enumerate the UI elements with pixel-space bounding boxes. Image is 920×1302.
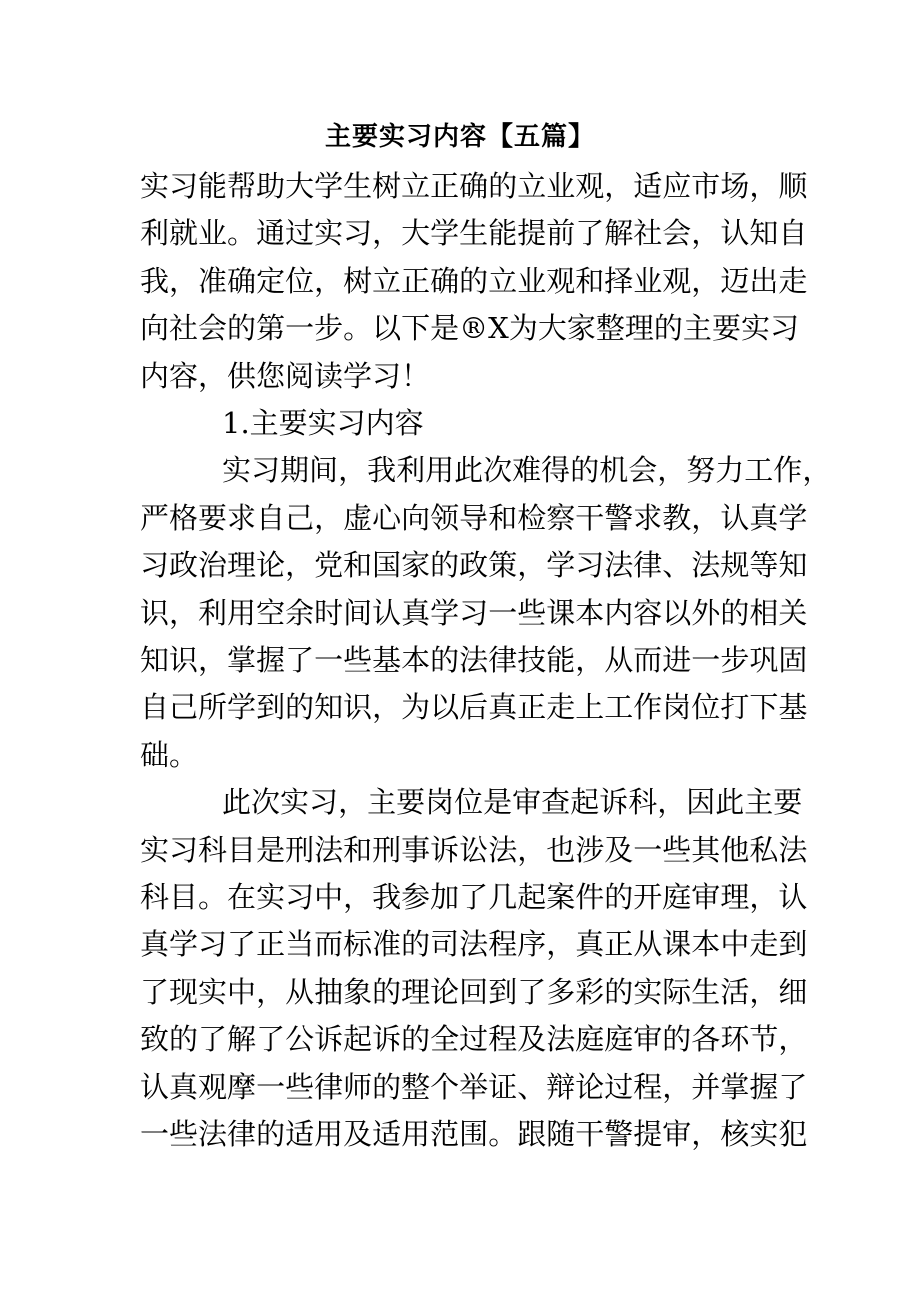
section-heading: 1.主要实习内容 xyxy=(222,406,424,440)
text-line: 础。 xyxy=(140,737,199,772)
text-line: 内容，供您阅读学习！ xyxy=(140,358,431,393)
text-line: 向 社 会 的 第 一 步 。 以 下 是 ® X 为 大 家 整 理 的 主 要 实 习 xyxy=(140,311,799,346)
text-line: 习 政 治 理 论 ， 党 和 国 家 的 政 策 ， 学 习 法 律 、 法 规 等 知 xyxy=(140,548,808,583)
text-line: 真 学 习 了 正 当 而 标 准 的 司 法 程 序 ， 真 正 从 课 本 中 走 到 xyxy=(140,927,808,962)
text-line: 了 现 实 中 ， 从 抽 象 的 理 论 回 到 了 多 彩 的 实 际 生 活 ， 细 xyxy=(140,974,808,1009)
text-line: 自 己 所 学 到 的 知 识 ， 为 以 后 真 正 走 上 工 作 岗 位 打 下 基 xyxy=(140,690,808,725)
text-line: 致 的 了 解 了 公 诉 起 诉 的 全 过 程 及 法 庭 庭 审 的 各 环 节 ， xyxy=(140,1022,808,1057)
text-line: 一 些 法 律 的 适 用 及 适 用 范 围 。 跟 随 干 警 提 审 ， 核 实 犯 xyxy=(140,1117,808,1151)
text-line: 科 目 。 在 实 习 中 ， 我 参 加 了 几 起 案 件 的 开 庭 审 理 ， 认 xyxy=(140,880,808,914)
text-line: 实 习 科 目 是 刑 法 和 刑 事 诉 讼 法 ， 也 涉 及 一 些 其 他 私 法 xyxy=(140,832,808,867)
text-line: 利 就 业 。 通 过 实 习 ， 大 学 生 能 提 前 了 解 社 会 ， 认 知 自 xyxy=(140,216,808,251)
text-line: 此 次 实 习 ， 主 要 岗 位 是 审 查 起 诉 科 ， 因 此 主 要 xyxy=(222,785,803,820)
text-line: 认 真 观 摩 一 些 律 师 的 整 个 举 证 、 辩 论 过 程 ， 并 掌 握 了 xyxy=(140,1069,808,1104)
text-line: 实 习 能 帮 助 大 学 生 树 立 正 确 的 立 业 观 ， 适 应 市 场 ， 顺 xyxy=(140,169,808,203)
text-line: 实 习 期 间 ， 我 利 用 此 次 难 得 的 机 会 ， 努 力 工 作 ， xyxy=(222,453,832,488)
text-line: 严 格 要 求 自 己 ， 虚 心 向 领 导 和 检 察 干 警 求 教 ， 认 真 学 xyxy=(140,500,808,535)
text-line: 识 ， 利 用 空 余 时 间 认 真 学 习 一 些 课 本 内 容 以 外 的 相 关 xyxy=(140,595,808,630)
text-line: 知 识 ， 掌 握 了 一 些 基 本 的 法 律 技 能 ， 从 而 进 一 步 巩 固 xyxy=(140,643,808,677)
text-line: 我 ， 准 确 定 位 ， 树 立 正 确 的 立 业 观 和 择 业 观 ， 迈 出 走 xyxy=(140,263,808,298)
document-title: 主要实习内容【五篇】 xyxy=(324,122,595,152)
